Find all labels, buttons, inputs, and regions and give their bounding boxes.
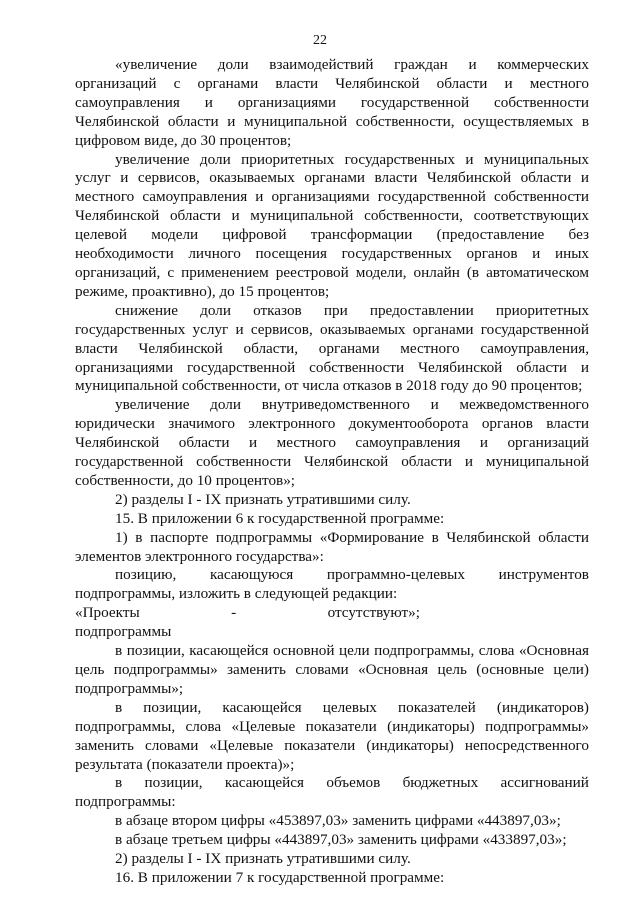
word: позицию, <box>115 566 177 584</box>
quote-left: «Проекты <box>75 604 140 622</box>
word: программно-целевых <box>326 566 465 584</box>
paragraph-budget-line <box>75 774 589 793</box>
word: касающейся <box>224 774 305 792</box>
paragraph-figures-third: в абзаце третьем цифры «443897,03» заменить цифрами «433897,03»; <box>115 831 567 849</box>
word: объемов <box>326 774 381 792</box>
word: бюджетных <box>402 774 479 792</box>
paragraph-target-services-share: увеличение доли приоритетных государственных и муниципальных услуг и сервисов, оказываемых органами власти Челябинской области и местного самоуправления и организациями государственной собственности Челябинской области и муниципальной собственности, соответствующих целевой модели цифровой трансформации (предоставление без необходимости личного посещения государственных органов и иных организаций, с применением реестровой модели, онлайн (в автоматическом режиме, проактивно), до 15 процентов; <box>75 150 589 300</box>
paragraph-target-document-flow: увеличение доли внутриведомственного и межведомственного юридически значимого электронного документооборота органов власти Челябинской области и местного самоуправления и организаций государственной собственности Челябинской области и муниципальной собственности, до 10 процентов»; <box>75 396 589 489</box>
paragraph-sections-invalid-2: 2) разделы I - IX признать утратившими силу. <box>115 850 411 868</box>
paragraph-appendix-6: 15. В приложении 6 к государственной программе: <box>115 509 445 527</box>
paragraph-position-tools-line <box>75 566 589 585</box>
paragraph-subprogram-passport: 1) в паспорте подпрограммы «Формирование в Челябинской области элементов электронного государства»: <box>75 528 589 565</box>
paragraph-figures-second: в абзаце втором цифры «453897,03» заменить цифрами «443897,03»; <box>115 812 561 830</box>
word: позиции, <box>144 774 203 792</box>
word: в <box>115 774 123 792</box>
paragraph-position-tools-rest: подпрограммы, изложить в следующей редакции: <box>75 585 398 603</box>
paragraph-target-indicators: в позиции, касающейся целевых показателей (индикаторов) подпрограммы, слова «Целевые показатели (индикаторы) подпрограммы» заменить словами «Целевые показатели (индикаторы) непосредственного результата (показатели проекта)»; <box>75 698 589 773</box>
paragraph-main-goal: в позиции, касающейся основной цели подпрограммы, слова «Основная цель подпрограммы» заменить словами «Основная цель (основные цели) подпрограммы»; <box>75 642 589 697</box>
paragraph-target-refusals: снижение доли отказов при предоставлении приоритетных государственных услуг и сервисов, оказываемых органами государственной власти Челябинской области, органами местного самоуправления, организациями государственной собственности Челябинской области и муниципальной собственности, от числа отказов в 2018 году до 90 процентов; <box>75 301 589 395</box>
word: касающуюся <box>209 566 294 584</box>
paragraph-target-interaction-share: «увеличение доли взаимодействий граждан и коммерческих организаций с органами власти Челябинской области и местного самоуправления и организациями государственной собственности Челябинской области и муниципальной собственности, осуществляемых в цифровом виде, до 30 процентов; <box>75 56 589 149</box>
word: инструментов <box>498 566 589 584</box>
quote-projects-rest: подпрограммы <box>75 623 172 641</box>
paragraph-appendix-7: 16. В приложении 7 к государственной программе: <box>115 868 445 886</box>
page-number: 22 <box>313 33 327 48</box>
word: ассигнований <box>500 774 589 792</box>
document-body <box>75 56 589 888</box>
paragraph-sections-invalid-1: 2) разделы I - IX признать утратившими силу. <box>115 490 411 508</box>
quote-dash: - <box>231 604 237 622</box>
quote-projects-line <box>75 604 420 623</box>
quote-right: отсутствуют»; <box>327 604 420 622</box>
paragraph-budget-rest: подпрограммы: <box>75 793 176 811</box>
